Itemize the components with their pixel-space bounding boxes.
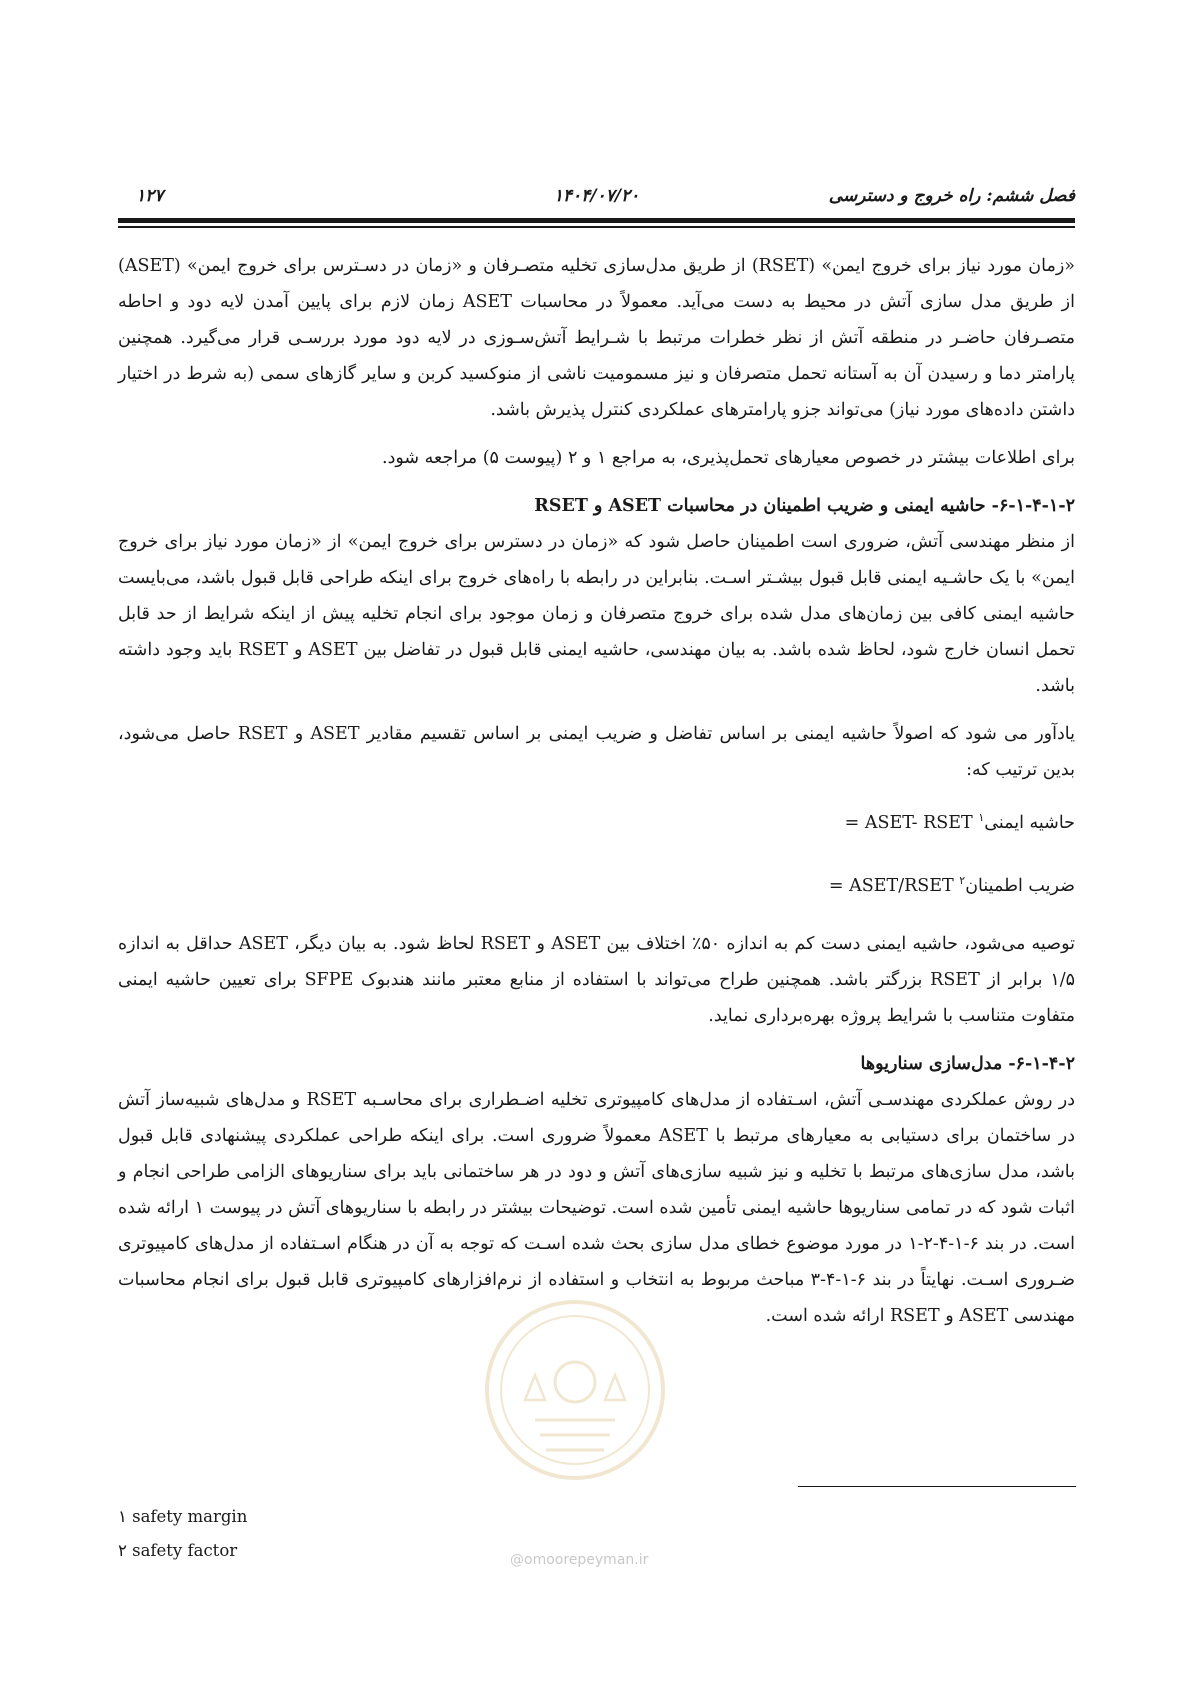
formula-expression: = ASET- RSET [844, 812, 973, 833]
formula-label: ضریب اطمینان [965, 875, 1075, 896]
footnote-item [118, 1534, 247, 1568]
chapter-title: فصل ششم: راه خروج و دسترسی [828, 186, 1075, 206]
section-heading-safety-margin: ۶-۱-۴-۱-۲- حاشیه ایمنی و ضریب اطمینان در محاسبات ASET و RSET [534, 496, 1075, 516]
footnote-ref: ۲ [959, 873, 966, 887]
footnote-rule [798, 1486, 1076, 1487]
formula-safety-margin [118, 800, 1075, 841]
paragraph-recommendation: توصیه می‌شود، حاشیه ایمنی دست کم به اندازه ۵۰٪ اختلاف بین ASET و RSET لحاظ شود. به بیان دیگر، ASET حداقل به اندازه ۱/۵ برابر از RSET بزرگتر باشد. همچنین طراح می‌تواند با استفاده از منابع معتبر مانند هندبوک SFPE برای تعیین حاشیه ایمنی متفاوت متناسب با شرایط پروژه بهره‌برداری نماید. [118, 933, 1076, 1026]
paragraph-rset-aset: «زمان مورد نیاز برای خروج ایمن» (RSET) از طریق مدل‌سازی تخلیه متصـرفان و «زمان در دسـترس برای خروج ایمن» (ASET) از طریق مدل سازی آتش در محیط به دست می‌آید. معمولاً در محاسبات ASET زمان لازم برای پایین آمدن لایه دود و احاطه متصـرفان حاضـر در منطقه آتش از نظر خطرات مرتبط با شـرایط آتش‌سـوزی در لایه دود مورد بررسـی قرار می‌گیرد. همچنین پارامتر دما و رسیدن آن به آستانه تحمل متصرفان و نیز مسمومیت ناشی از منوکسید کربن و سایر گازهای سمی (به شرط در اختیار داشتن داده‌های مورد نیاز) می‌تواند جزو پارامترهای عملکردی کنترل پذیرش باشد. [118, 256, 1076, 420]
footnote-number: ۱ [118, 1507, 127, 1526]
section-heading-scenario-modeling: ۶-۱-۴-۲- مدل‌سازی سناریوها [860, 1053, 1075, 1074]
paragraph-references: برای اطلاعات بیشتر در خصوص معیارهای تحمل‌پذیری، به مراجع ۱ و ۲ (پیوست ۵) مراجعه شود. [382, 448, 1075, 468]
running-header [118, 186, 1075, 212]
footnotes [118, 1500, 247, 1568]
formula-safety-factor [118, 863, 1075, 904]
body-text [118, 248, 1075, 1346]
footnote-text: safety factor [132, 1541, 238, 1560]
header-date: ۱۴۰۴/۰۷/۲۰ [553, 186, 640, 206]
formula-expression: = ASET/RSET [828, 875, 954, 896]
footnote-number: ۲ [118, 1541, 127, 1560]
at-icon: @ [510, 1552, 524, 1568]
paragraph-definition: یادآور می شود که اصولاً حاشیه ایمنی بر اساس تفاضل و ضریب ایمنی بر اساس تقسیم مقادیر ASET و RSET حاصل می‌شود، بدین ترتیب که: [118, 724, 1075, 780]
footnote-text: safety margin [132, 1507, 248, 1526]
footnote-item [118, 1500, 247, 1534]
paragraph-scenario-modeling: در روش عملکردی مهندسـی آتش، اسـتفاده از مدل‌های کامپیوتری تخلیه اضـطراری برای محاسـبه RSET و مدل‌های شبیه‌ساز آتش در ساختمان برای دستیابی به معیارهای مرتبط با ASET معمولاً ضروری است. برای اینکه طراحی عملکردی پیشنهادی قابل قبول باشد، مدل سازی‌های مرتبط با تخلیه و نیز شبیه سازی‌های آتش و دود در هر ساختمانی باید برای سناریوهای الزامی طراحی انجام و اثبات شود که در تمامی سناریوها حاشیه ایمنی تأمین شده است. توضیحات بیشتر در رابطه با سناریوهای آتش در پیوست ۱ ارائه شده است. در بند ۶-۱-۴-۲-۱ در مورد موضوع خطای مدل سازی بحث شده اسـت که توجه به آن در هنگام اسـتفاده از مدل‌های کامپیوتری ضـروری اسـت. نهایتاً در بند ۶-۱-۴-۳ مباحث مربوط به انتخاب و استفاده از نرم‌افزارهای کامپیوتری قابل قبول برای انجام محاسبات مهندسی ASET و RSET ارائه شده است. [118, 1089, 1076, 1326]
watermark-url-text: omoorepeyman.ir [524, 1552, 649, 1568]
footnote-ref: ۱ [978, 811, 985, 824]
page-number: ۱۲۷ [136, 186, 164, 206]
paragraph-safety-margin: از منظر مهندسی آتش، ضروری است اطمینان حاصل شود که «زمان در دسترس برای خروج ایمن» از «زمان مورد نیاز برای خروج ایمن» با یک حاشـیه ایمنی قابل قبول بیشـتر اسـت. بنابراین در رابطه با راه‌های خروج برای اینکه طراحی قابل قبول باشد، می‌بایست حاشیه ایمنی کافی بین زمان‌های مدل شده برای خروج متصرفان و زمان موجود برای انجام تخلیه پیش از اینکه شرایط از حد قابل تحمل انسان خارج شود، لحاظ شده باشد. به بیان مهندسی، حاشیه ایمنی قابل قبول در تفاضل بین ASET و RSET باید وجود داشته باشد. [118, 532, 1076, 696]
header-rule-thin [118, 226, 1075, 228]
header-rule-thick [118, 218, 1075, 223]
watermark-url [510, 1552, 648, 1568]
formula-label: حاشیه ایمنی [984, 812, 1075, 833]
